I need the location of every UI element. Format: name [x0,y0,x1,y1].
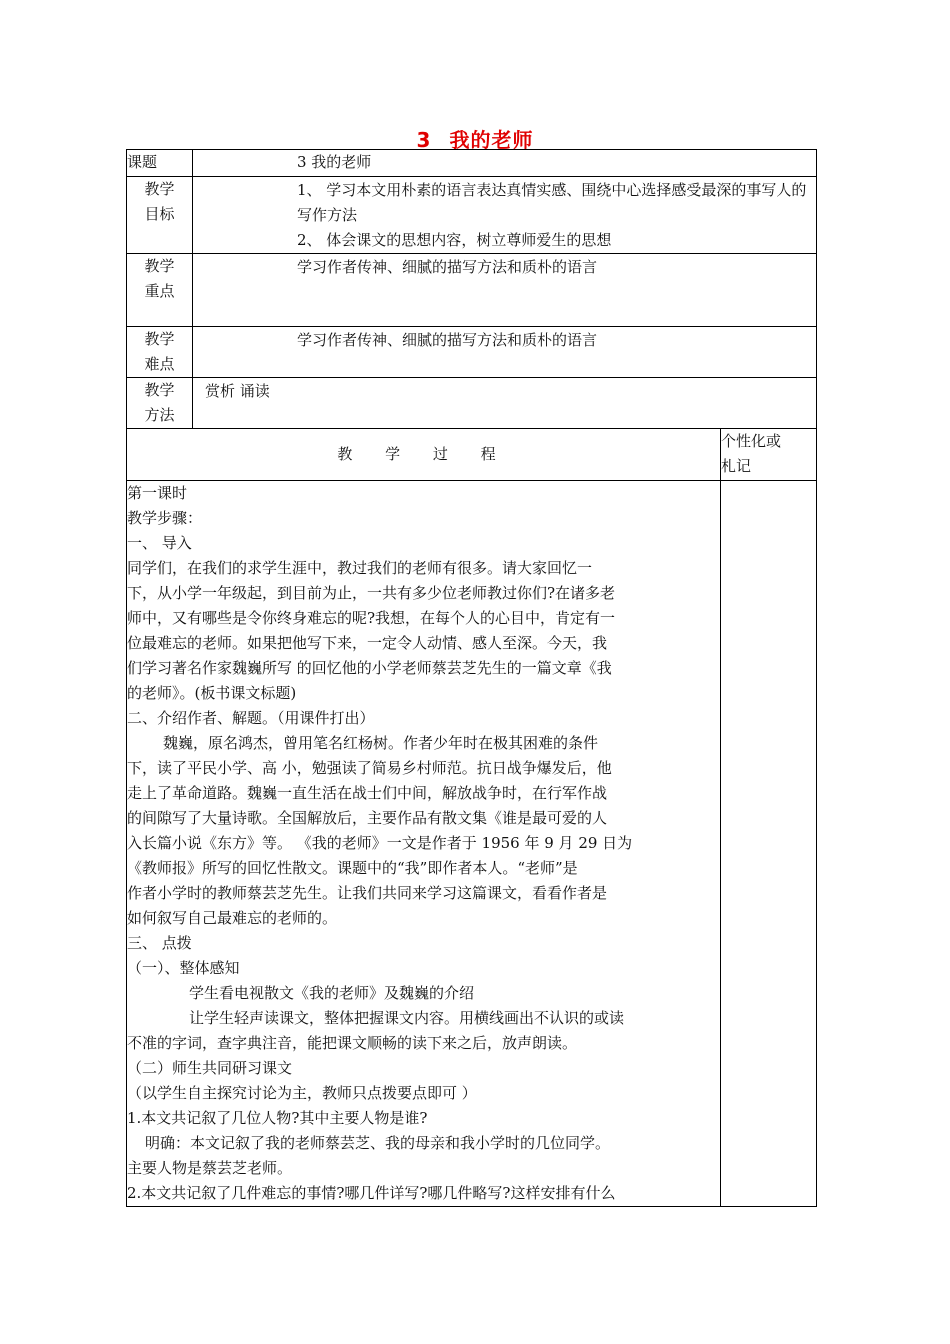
process-line: 师中，又有哪些是令你终身难忘的呢?我想，在每个人的心目中，肯定有一 [127,609,616,627]
lesson-plan-table [126,149,817,1207]
process-line: 让学生轻声读课文，整体把握课文内容。用横线画出不认识的或读 [189,1009,625,1027]
process-line: 二、介绍作者、解题。（用课件打出） [127,709,375,727]
label-method: 教学 方法 [127,378,193,429]
process-body [127,481,721,1207]
goal-line: 1、 学习本文用朴素的语言表达真情实感、围绕中心选择感受最深的事写人的 [297,181,807,199]
process-line: 第一课时 [127,484,188,502]
process-line: 下，读了平民小学、高 小，勉强读了简易乡村师范。抗日战争爆发后，他 [127,759,612,777]
title-number: 3 [416,128,432,152]
process-line: 同学们，在我们的求学生涯中，教过我们的老师有很多。请大家回忆一 [127,559,593,577]
row-goals [127,177,817,254]
label-topic: 课题 [127,150,193,177]
process-line: 入长篇小说《东方》等。 《我的老师》一文是作者于 1956 年 9 月 29 日为 [127,834,633,852]
process-line: 不准的字词，查字典注音，能把课文顺畅的读下来之后，放声朗读。 [127,1034,578,1052]
process-line: 下，从小学一年级起，到目前为止，一共有多少位老师教过你们?在诸多老 [127,584,616,602]
process-line: 如何叙写自己最难忘的老师的。 [127,909,338,927]
process-line: 位最难忘的老师。如果把他写下来，一定令人动情、感人至深。今天，我 [127,634,608,652]
notes-heading: 个性化或 札记 [721,429,817,481]
process-line: 走上了革命道路。魏巍一直生活在战士们中间，解放战争时，在行军作战 [127,784,608,802]
value-method: 赏析 诵读 [193,378,817,429]
notes-column [721,481,817,1207]
row-process-header [127,429,817,481]
value-goals [193,177,817,254]
process-line: 1.本文共记叙了几位人物?其中主要人物是谁? [127,1109,428,1127]
row-difficulty [127,327,817,378]
label-focus: 教学 重点 [127,254,193,327]
process-line: 的老师》。(板书课文标题) [127,684,297,702]
process-line: 作者小学时的教师蔡芸芝先生。让我们共同来学习这篇课文，看看作者是 [127,884,608,902]
process-line: 明确：本文记叙了我的老师蔡芸芝、我的母亲和我小学时的几位同学。 [145,1134,611,1152]
value-difficulty: 学习作者传神、细腻的描写方法和质朴的语言 [193,327,817,378]
goal-line: 写作方法 [297,206,358,224]
process-line: 学生看电视散文《我的老师》及魏巍的介绍 [189,984,475,1002]
row-focus [127,254,817,327]
process-line: 主要人物是蔡芸芝老师。 [127,1159,293,1177]
row-topic [127,150,817,177]
process-line: （以学生自主探究讨论为主，教师只点拨要点即可 ） [127,1084,477,1102]
process-line: 魏巍，原名鸿杰，曾用笔名红杨树。作者少年时在极其困难的条件 [163,734,599,752]
row-method [127,378,817,429]
row-process-body [127,481,817,1207]
process-line: 的间隙写了大量诗歌。全国解放后，主要作品有散文集《谁是最可爱的人 [127,809,608,827]
process-line: （二）师生共同研习课文 [127,1059,293,1077]
value-focus: 学习作者传神、细腻的描写方法和质朴的语言 [193,254,817,327]
process-line: 教学步骤： [127,509,203,527]
title-text: 我的老师 [449,128,534,152]
label-difficulty: 教学 难点 [127,327,193,378]
process-line: 三、 点拨 [127,934,192,952]
process-line: 《教师报》所写的回忆性散文。课题中的“我”即作者本人。“老师”是 [127,859,578,877]
value-topic: 3 我的老师 [193,150,817,177]
label-goals: 教学 目标 [127,177,193,254]
process-line: （一）、整体感知 [127,959,240,977]
process-line: 们学习著名作家魏巍所写 的回忆他的小学老师蔡芸芝先生的一篇文章《我 [127,659,612,677]
process-line: 2.本文共记叙了几件难忘的事情?哪几件详写?哪几件略写?这样安排有什么 [127,1184,616,1202]
goal-line: 2、 体会课文的思想内容，树立尊师爱生的思想 [297,231,612,249]
process-line: 一、 导入 [127,534,192,552]
process-heading: 教 学 过 程 [127,429,721,481]
